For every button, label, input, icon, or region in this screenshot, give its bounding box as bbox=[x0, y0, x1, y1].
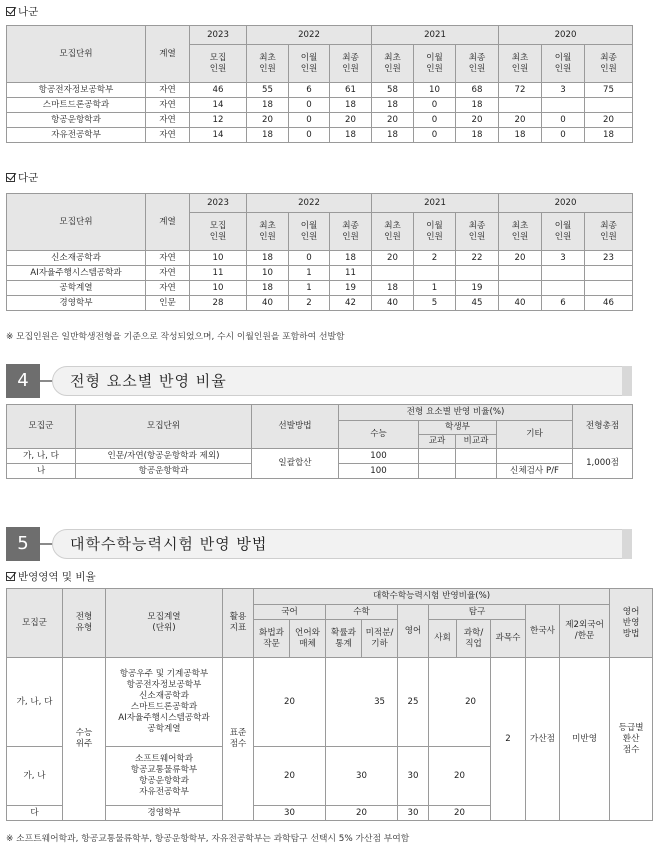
count-cell: 46 bbox=[585, 296, 633, 311]
header-student-record: 학생부 bbox=[419, 421, 497, 435]
section-bar-shade bbox=[622, 366, 632, 396]
count-cell: 18 bbox=[247, 251, 289, 266]
table-row bbox=[7, 128, 633, 143]
section-number: 4 bbox=[6, 364, 40, 398]
table-row: 가, 나 소프트웨어학과 항공교통물류학부 항공운항학과 자유전공학부 20 30 30 20 bbox=[7, 747, 653, 806]
header-ratio: 대학수학능력시험 반영비율(%) bbox=[254, 589, 610, 605]
header-carryover: 이월 인원 bbox=[414, 45, 456, 83]
section-title: 대학수학능력시험 반영 방법 bbox=[70, 535, 268, 553]
count-cell: 18 bbox=[247, 98, 289, 113]
count-cell bbox=[414, 266, 456, 281]
header-carryover: 이월 인원 bbox=[289, 213, 330, 251]
header-inquiry: 탐구 bbox=[429, 605, 526, 620]
table-row bbox=[7, 266, 633, 281]
count-cell: 2 bbox=[289, 296, 330, 311]
na-group-table bbox=[6, 25, 633, 143]
count-cell: 75 bbox=[585, 83, 633, 98]
table-row: 가, 나, 다 인문/자연(항공운항학과 제외) 일괄합산 100 1,000점 bbox=[7, 449, 633, 464]
second-language-value: 미반영 bbox=[560, 658, 610, 821]
count-cell: 18 bbox=[372, 281, 414, 296]
header-initial: 최초 인원 bbox=[247, 45, 289, 83]
count-cell: 18 bbox=[372, 128, 414, 143]
header-recruit: 모집 인원 bbox=[190, 213, 247, 251]
count-cell: 14 bbox=[190, 98, 247, 113]
count-cell bbox=[585, 98, 633, 113]
suneung-ratio-table bbox=[6, 588, 653, 821]
header-year: 2020 bbox=[499, 194, 633, 213]
count-cell: 18 bbox=[372, 98, 414, 113]
unit-name: 신소재공학과 bbox=[7, 251, 146, 266]
count-cell: 46 bbox=[190, 83, 247, 98]
table-row bbox=[7, 98, 633, 113]
count-cell: 28 bbox=[190, 296, 247, 311]
table-row bbox=[7, 296, 633, 311]
count-cell: 20 bbox=[499, 113, 542, 128]
count-cell: 19 bbox=[456, 281, 499, 296]
count-cell: 6 bbox=[542, 296, 585, 311]
header-course: 교과 bbox=[419, 435, 456, 449]
header-probability: 확률과 통계 bbox=[326, 620, 362, 658]
count-cell: 20 bbox=[456, 113, 499, 128]
header-speech-writing: 화법과 작문 bbox=[254, 620, 290, 658]
count-cell: 18 bbox=[247, 281, 289, 296]
footnote-bonus: ※ 소프트웨어학과, 항공교통물류학부, 항공운항학부, 자유전공학부는 과학탐구 선택시 5% 가산점 부여함 bbox=[6, 834, 410, 844]
count-cell: 10 bbox=[190, 281, 247, 296]
header-language-media: 언어와 매체 bbox=[290, 620, 326, 658]
field-name: 인문 bbox=[146, 296, 190, 311]
count-cell bbox=[372, 266, 414, 281]
count-cell: 0 bbox=[289, 128, 330, 143]
count-cell: 1 bbox=[414, 281, 456, 296]
count-cell: 18 bbox=[330, 98, 372, 113]
count-cell: 18 bbox=[247, 128, 289, 143]
count-cell bbox=[499, 98, 542, 113]
field-name: 자연 bbox=[146, 281, 190, 296]
da-group-label: 다군 bbox=[6, 170, 38, 185]
count-cell: 3 bbox=[542, 251, 585, 266]
unit-name: 경영학부 bbox=[7, 296, 146, 311]
subject-count-value: 2 bbox=[491, 658, 526, 821]
selection-method: 일괄합산 bbox=[252, 449, 339, 479]
header-field: 계열 bbox=[146, 26, 190, 83]
header-subject-count: 과목수 bbox=[491, 620, 526, 658]
count-cell: 0 bbox=[542, 128, 585, 143]
header-unit: 모집단위 bbox=[7, 194, 146, 251]
total-score: 1,000점 bbox=[573, 449, 633, 479]
count-cell: 20 bbox=[499, 251, 542, 266]
table-row: 다 경영학부 30 20 30 20 bbox=[7, 806, 653, 821]
count-cell: 10 bbox=[190, 251, 247, 266]
unit-name: 항공전자정보공학부 bbox=[7, 83, 146, 98]
count-cell bbox=[542, 281, 585, 296]
count-cell: 6 bbox=[289, 83, 330, 98]
field-name: 자연 bbox=[146, 266, 190, 281]
header-year: 2023 bbox=[190, 26, 247, 45]
header-group: 모집군 bbox=[7, 405, 76, 449]
header-english: 영어 bbox=[398, 605, 429, 658]
table-row bbox=[7, 281, 633, 296]
section-4-header bbox=[6, 364, 632, 398]
unit-name: AI자율주행시스템공학과 bbox=[7, 266, 146, 281]
field-name: 자연 bbox=[146, 251, 190, 266]
header-year: 2022 bbox=[247, 26, 372, 45]
field-name: 자연 bbox=[146, 113, 190, 128]
header-type: 전형 유형 bbox=[63, 589, 106, 658]
table-row: 나 항공운항학과 100 신체검사 P/F bbox=[7, 464, 633, 479]
header-method: 선발방법 bbox=[252, 405, 339, 449]
reflection-label: 반영영역 및 비율 bbox=[6, 569, 96, 584]
count-cell: 5 bbox=[414, 296, 456, 311]
count-cell: 23 bbox=[585, 251, 633, 266]
count-cell: 20 bbox=[372, 251, 414, 266]
field-name: 자연 bbox=[146, 83, 190, 98]
header-korean: 국어 bbox=[254, 605, 326, 620]
header-field: 모집계열 (단위) bbox=[106, 589, 223, 658]
header-year: 2023 bbox=[190, 194, 247, 213]
header-noncourse: 비교과 bbox=[456, 435, 497, 449]
table-row: 가, 나, 다 수능 위주 항공우주 및 기계공학부 항공전자정보공학부 신소재공학과 스마트드론공학과 AI자율주행시스템공학과 공학계열 표준 점수 20 35 25 20 2 가산점 미반영 등급별 환산 점수 bbox=[7, 658, 653, 747]
count-cell: 18 bbox=[330, 128, 372, 143]
count-cell: 18 bbox=[585, 128, 633, 143]
header-ratio: 전형 요소별 반영 비율(%) bbox=[339, 405, 573, 421]
count-cell: 72 bbox=[499, 83, 542, 98]
count-cell bbox=[585, 266, 633, 281]
header-carryover: 이월 인원 bbox=[289, 45, 330, 83]
header-math: 수학 bbox=[326, 605, 398, 620]
footnote-recruitment: ※ 모집인원은 일반학생전형을 기준으로 작성되었으며, 수시 이월인원을 포함하여 선발함 bbox=[6, 332, 345, 342]
unit-name: 항공운항학과 bbox=[7, 113, 146, 128]
header-unit: 모집단위 bbox=[76, 405, 252, 449]
count-cell: 61 bbox=[330, 83, 372, 98]
count-cell: 20 bbox=[330, 113, 372, 128]
header-final: 최종 인원 bbox=[585, 213, 633, 251]
count-cell bbox=[542, 98, 585, 113]
count-cell bbox=[585, 281, 633, 296]
count-cell: 0 bbox=[289, 251, 330, 266]
count-cell: 20 bbox=[372, 113, 414, 128]
header-year: 2021 bbox=[372, 26, 499, 45]
count-cell: 3 bbox=[542, 83, 585, 98]
header-carryover: 이월 인원 bbox=[542, 213, 585, 251]
table-row bbox=[7, 251, 633, 266]
count-cell: 0 bbox=[542, 113, 585, 128]
count-cell: 14 bbox=[190, 128, 247, 143]
header-social: 사회 bbox=[429, 620, 457, 658]
english-method-value: 등급별 환산 점수 bbox=[610, 658, 653, 821]
table-row bbox=[7, 113, 633, 128]
count-cell: 1 bbox=[289, 266, 330, 281]
count-cell: 22 bbox=[456, 251, 499, 266]
count-cell: 45 bbox=[456, 296, 499, 311]
header-history: 한국사 bbox=[526, 605, 560, 658]
section-number: 5 bbox=[6, 527, 40, 561]
count-cell: 10 bbox=[414, 83, 456, 98]
count-cell: 0 bbox=[414, 98, 456, 113]
table-row bbox=[7, 83, 633, 98]
count-cell bbox=[499, 266, 542, 281]
count-cell: 10 bbox=[247, 266, 289, 281]
na-group-label: 나군 bbox=[6, 4, 38, 19]
header-etc: 기타 bbox=[497, 421, 573, 449]
header-year: 2021 bbox=[372, 194, 499, 213]
header-initial: 최초 인원 bbox=[499, 45, 542, 83]
unit-name: 스마트드론공학과 bbox=[7, 98, 146, 113]
count-cell: 1 bbox=[289, 281, 330, 296]
da-group-table bbox=[6, 193, 633, 311]
header-second-language: 제2외국어 /한문 bbox=[560, 605, 610, 658]
header-final: 최종 인원 bbox=[330, 213, 372, 251]
count-cell: 11 bbox=[190, 266, 247, 281]
header-final: 최종 인원 bbox=[456, 45, 499, 83]
count-cell bbox=[542, 266, 585, 281]
header-english-method: 영어 반영 방법 bbox=[610, 589, 653, 658]
checkbox-icon bbox=[6, 173, 15, 182]
count-cell: 68 bbox=[456, 83, 499, 98]
header-final: 최종 인원 bbox=[330, 45, 372, 83]
header-initial: 최초 인원 bbox=[372, 213, 414, 251]
header-unit: 모집단위 bbox=[7, 26, 146, 83]
count-cell: 12 bbox=[190, 113, 247, 128]
field-name: 자연 bbox=[146, 128, 190, 143]
count-cell: 40 bbox=[247, 296, 289, 311]
count-cell: 11 bbox=[330, 266, 372, 281]
header-initial: 최초 인원 bbox=[247, 213, 289, 251]
header-science: 과학/ 직업 bbox=[457, 620, 491, 658]
count-cell: 20 bbox=[585, 113, 633, 128]
count-cell: 0 bbox=[414, 113, 456, 128]
header-suneung: 수능 bbox=[339, 421, 419, 449]
count-cell: 18 bbox=[330, 251, 372, 266]
element-ratio-table bbox=[6, 404, 633, 479]
count-cell: 58 bbox=[372, 83, 414, 98]
count-cell: 55 bbox=[247, 83, 289, 98]
count-cell: 0 bbox=[289, 98, 330, 113]
header-index: 활용 지표 bbox=[223, 589, 254, 658]
section-5-header bbox=[6, 527, 632, 561]
count-cell: 0 bbox=[289, 113, 330, 128]
count-cell: 40 bbox=[372, 296, 414, 311]
header-recruit: 모집 인원 bbox=[190, 45, 247, 83]
count-cell: 18 bbox=[499, 128, 542, 143]
unit-name: 공학계열 bbox=[7, 281, 146, 296]
header-group: 모집군 bbox=[7, 589, 63, 658]
header-field: 계열 bbox=[146, 194, 190, 251]
count-cell: 40 bbox=[499, 296, 542, 311]
header-year: 2020 bbox=[499, 26, 633, 45]
unit-name: 자유전공학부 bbox=[7, 128, 146, 143]
count-cell: 0 bbox=[414, 128, 456, 143]
checkbox-icon bbox=[6, 572, 15, 581]
count-cell: 18 bbox=[456, 98, 499, 113]
field-name: 자연 bbox=[146, 98, 190, 113]
history-value: 가산점 bbox=[526, 658, 560, 821]
header-carryover: 이월 인원 bbox=[414, 213, 456, 251]
count-cell: 20 bbox=[247, 113, 289, 128]
header-final: 최종 인원 bbox=[585, 45, 633, 83]
count-cell: 2 bbox=[414, 251, 456, 266]
header-calculus: 미적분/ 기하 bbox=[362, 620, 398, 658]
header-total: 전형총점 bbox=[573, 405, 633, 449]
header-year: 2022 bbox=[247, 194, 372, 213]
count-cell bbox=[456, 266, 499, 281]
checkbox-icon bbox=[6, 7, 15, 16]
count-cell: 19 bbox=[330, 281, 372, 296]
header-final: 최종 인원 bbox=[456, 213, 499, 251]
type-value: 수능 위주 bbox=[63, 658, 106, 821]
index-value: 표준 점수 bbox=[223, 658, 254, 821]
header-initial: 최초 인원 bbox=[499, 213, 542, 251]
section-bar-shade bbox=[622, 529, 632, 559]
section-title: 전형 요소별 반영 비율 bbox=[70, 372, 227, 390]
count-cell: 18 bbox=[456, 128, 499, 143]
header-initial: 최초 인원 bbox=[372, 45, 414, 83]
count-cell bbox=[499, 281, 542, 296]
count-cell: 42 bbox=[330, 296, 372, 311]
header-carryover: 이월 인원 bbox=[542, 45, 585, 83]
